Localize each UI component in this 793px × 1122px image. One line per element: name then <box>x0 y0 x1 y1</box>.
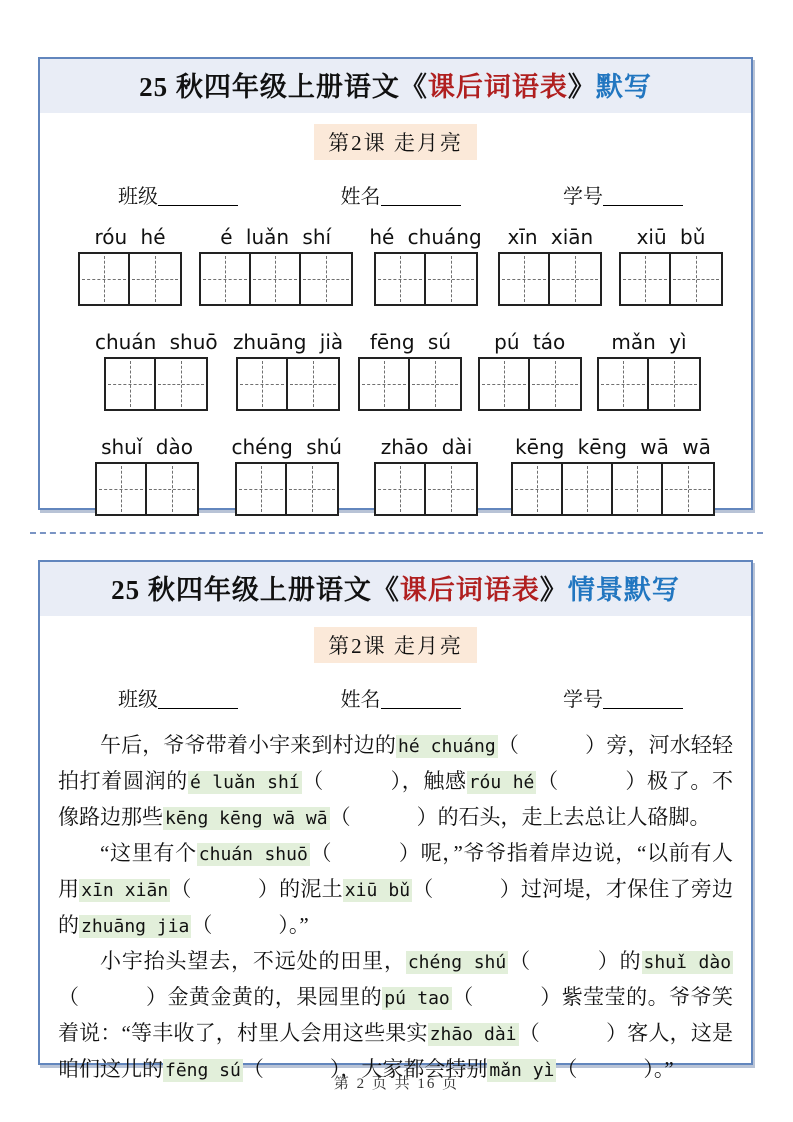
writing-cell <box>301 254 351 304</box>
id-field <box>563 683 683 712</box>
writing-cell <box>426 464 476 514</box>
id-field-label: 学号 <box>563 186 603 208</box>
writing-cell <box>156 359 206 409</box>
writing-cell <box>513 464 563 514</box>
pinyin-highlight: zhuāng jia <box>81 916 190 937</box>
writing-cell <box>106 359 156 409</box>
pinyin-label: xīn xiān <box>507 225 594 249</box>
title-bracket-open: 《 <box>399 72 428 102</box>
text-run: 的泥土 <box>279 877 343 901</box>
context-panel <box>38 560 753 1081</box>
passage-paragraph <box>58 728 733 836</box>
writing-cell <box>97 464 147 514</box>
text-run: 的石头，走上去总让人硌脚。 <box>437 805 711 829</box>
pinyin-label: chéng shú <box>231 435 342 459</box>
writing-grid <box>478 357 582 411</box>
name-field <box>341 180 461 209</box>
title-type: 默写 <box>595 72 652 102</box>
lesson-wrap <box>40 627 751 663</box>
paren-open: （ <box>301 769 324 793</box>
text-run: 午后，爷爷带着小宇来到村边的 <box>100 733 397 757</box>
pinyin-label: kēng kēng wā wā <box>515 435 711 459</box>
writing-cell <box>671 254 721 304</box>
pinyin-label: zhāo dài <box>380 435 473 459</box>
pinyin-highlight: chuán shuō <box>198 844 308 865</box>
title-bracket-close: 》 <box>539 575 568 605</box>
word-group <box>511 435 715 516</box>
pinyin-highlight: xiū bǔ <box>344 880 411 901</box>
pinyin-highlight: é luǎn shí <box>189 772 300 793</box>
class-field-blank <box>158 186 238 206</box>
writing-cell <box>130 254 180 304</box>
class-field <box>118 683 238 712</box>
writing-cell <box>287 464 337 514</box>
writing-grid <box>597 357 701 411</box>
title-type: 情景默写 <box>567 575 680 605</box>
paren-close: ） <box>499 877 521 901</box>
title-bracket-open: 《 <box>371 575 400 605</box>
paren-close: ） <box>643 1057 654 1081</box>
writing-cell <box>238 359 288 409</box>
paren-open: （ <box>242 1057 264 1081</box>
pinyin-label: zhuāng jià <box>232 330 344 354</box>
writing-cell <box>530 359 580 409</box>
pinyin-label: xiū bǔ <box>636 225 706 249</box>
paren-close: ） <box>145 985 168 1009</box>
word-group <box>369 225 481 306</box>
grid-row <box>95 435 715 516</box>
class-field-label: 班级 <box>118 186 158 208</box>
paren-close: ） <box>278 913 289 937</box>
pinyin-highlight: chéng shú <box>407 952 507 973</box>
writing-cell <box>563 464 613 514</box>
passage-paragraph <box>58 944 733 1088</box>
text-run: 旁，河水轻轻拍打着圆润的 <box>58 733 734 793</box>
text-run: ，大家都会特别 <box>340 1057 488 1081</box>
writing-grid <box>374 252 478 306</box>
writing-cell <box>80 254 130 304</box>
page-divider <box>30 532 763 534</box>
pinyin-highlight: zhāo dài <box>429 1024 517 1045</box>
dictation-panel <box>38 57 753 510</box>
pinyin-highlight: shuǐ dào <box>643 952 732 973</box>
writing-grid <box>619 252 723 306</box>
panel-title <box>40 59 751 113</box>
paren-close: ） <box>539 985 562 1009</box>
text-run: 紫莹莹的。爷爷笑着说：“等丰收了，村里人会用这些果实 <box>58 985 734 1045</box>
writing-grid <box>236 357 340 411</box>
pinyin-label: é luǎn shí <box>220 225 332 249</box>
pinyin-highlight: kēng kēng wā wā <box>165 808 328 829</box>
writing-cell <box>288 359 338 409</box>
text-run: “这里有个 <box>100 841 197 865</box>
paren-close: ） <box>585 733 607 757</box>
word-group <box>78 225 182 306</box>
student-info-row <box>118 683 683 712</box>
class-field-blank <box>158 689 238 709</box>
writing-grid <box>498 252 602 306</box>
writing-cell <box>550 254 600 304</box>
student-info-row <box>118 180 683 209</box>
paren-open: （ <box>412 877 434 901</box>
title-prefix: 25 秋四年级上册语文 <box>139 72 400 102</box>
word-group <box>498 225 602 306</box>
text-run: 金黄金黄的，果园里的 <box>167 985 383 1009</box>
paren-close: ） <box>596 949 620 973</box>
id-field-blank <box>603 186 683 206</box>
writing-cell <box>360 359 410 409</box>
word-group <box>374 435 478 516</box>
pinyin-highlight: mǎn yì <box>489 1060 555 1081</box>
word-group <box>199 225 353 306</box>
text-run: 的 <box>619 949 642 973</box>
class-field-label: 班级 <box>118 689 158 711</box>
pinyin-highlight: pú tao <box>384 988 450 1009</box>
pinyin-highlight: xīn xiān <box>81 880 169 901</box>
text-run: 客人，这是咱们这儿的 <box>58 1021 734 1081</box>
name-field <box>341 683 461 712</box>
word-group <box>358 330 462 411</box>
writing-grid <box>199 252 353 306</box>
pinyin-highlight: róu hé <box>468 772 535 793</box>
text-run: ，触感 <box>401 769 467 793</box>
title-book-name: 课后词语表 <box>399 575 540 605</box>
pinyin-label: shuǐ dào <box>101 435 193 459</box>
title-prefix: 25 秋四年级上册语文 <box>111 575 372 605</box>
paren-close: ） <box>257 877 280 901</box>
name-field-label: 姓名 <box>340 689 381 711</box>
writing-cell <box>500 254 550 304</box>
grid-row <box>95 330 701 411</box>
word-group <box>619 225 723 306</box>
paren-open: （ <box>191 913 213 937</box>
paren-close: ） <box>329 1057 341 1081</box>
text-run: 过河堤，才保住了旁边的 <box>58 877 734 937</box>
paren-open: （ <box>58 985 80 1009</box>
text-run: 小宇抬头望去，不远处的田里， <box>100 949 406 973</box>
writing-cell <box>663 464 713 514</box>
writing-grid <box>511 462 715 516</box>
word-group <box>232 435 342 516</box>
grid-row <box>78 225 723 306</box>
writing-grid <box>104 357 208 411</box>
writing-cell <box>480 359 530 409</box>
id-field-label: 学号 <box>563 689 603 711</box>
writing-cell <box>649 359 699 409</box>
paren-open: （ <box>451 985 474 1009</box>
page-number: 第 2 页 共 16 页 <box>333 1076 460 1092</box>
paren-close: ） <box>605 1021 628 1045</box>
writing-cell <box>251 254 301 304</box>
writing-cell <box>376 464 426 514</box>
writing-cell <box>376 254 426 304</box>
paren-open: （ <box>170 877 192 901</box>
lesson-wrap <box>40 124 751 160</box>
word-group <box>95 435 199 516</box>
passage-paragraph <box>58 836 733 944</box>
paren-close: ） <box>389 769 402 793</box>
paren-close: ） <box>398 841 421 865</box>
lesson-badge: 第2课 走月亮 <box>314 627 477 663</box>
writing-cell <box>237 464 287 514</box>
pinyin-highlight: fēng sú <box>165 1060 241 1081</box>
pinyin-highlight: hé chuáng <box>398 736 496 757</box>
writing-grid <box>235 462 339 516</box>
passage <box>58 728 733 1088</box>
pinyin-label: hé chuáng <box>369 225 482 249</box>
word-group <box>233 330 343 411</box>
writing-cell <box>426 254 476 304</box>
text-run: 。” <box>653 1057 674 1081</box>
word-group <box>597 330 701 411</box>
paren-open: （ <box>508 949 531 973</box>
title-book-name: 课后词语表 <box>427 72 568 102</box>
paren-open: （ <box>309 841 333 865</box>
writing-grid <box>374 462 478 516</box>
lesson-badge: 第2课 走月亮 <box>314 124 477 160</box>
pinyin-label: pú táo <box>494 330 566 354</box>
writing-cell <box>621 254 671 304</box>
writing-grid <box>95 462 199 516</box>
class-field <box>118 180 238 209</box>
pinyin-label: mǎn yì <box>611 330 687 354</box>
text-run: 极了。不像路边那些 <box>58 769 733 829</box>
name-field-label: 姓名 <box>340 186 381 208</box>
writing-grid <box>358 357 462 411</box>
name-field-blank <box>381 689 461 709</box>
pinyin-label: róu hé <box>94 225 166 249</box>
paren-open: （ <box>497 733 519 757</box>
writing-cell <box>201 254 251 304</box>
writing-cell <box>613 464 663 514</box>
paren-open: （ <box>556 1057 578 1081</box>
text-run: 。” <box>288 913 309 937</box>
word-group <box>95 330 218 411</box>
panel-title <box>40 562 751 616</box>
dictation-rows <box>40 225 751 516</box>
id-field <box>563 180 683 209</box>
writing-cell <box>599 359 649 409</box>
text-run: 呢，”爷爷指着岸边说，“以前有人用 <box>58 841 734 901</box>
writing-cell <box>147 464 197 514</box>
paren-open: （ <box>536 769 559 793</box>
paren-open: （ <box>329 805 351 829</box>
id-field-blank <box>603 689 683 709</box>
pinyin-label: chuán shuō <box>95 330 218 354</box>
name-field-blank <box>381 186 461 206</box>
word-group <box>478 330 582 411</box>
pinyin-label: fēng sú <box>369 330 451 354</box>
paren-close: ） <box>416 805 438 829</box>
paren-open: （ <box>518 1021 540 1045</box>
writing-cell <box>410 359 460 409</box>
title-bracket-close: 》 <box>567 72 596 102</box>
paren-close: ） <box>624 769 648 793</box>
writing-grid <box>78 252 182 306</box>
